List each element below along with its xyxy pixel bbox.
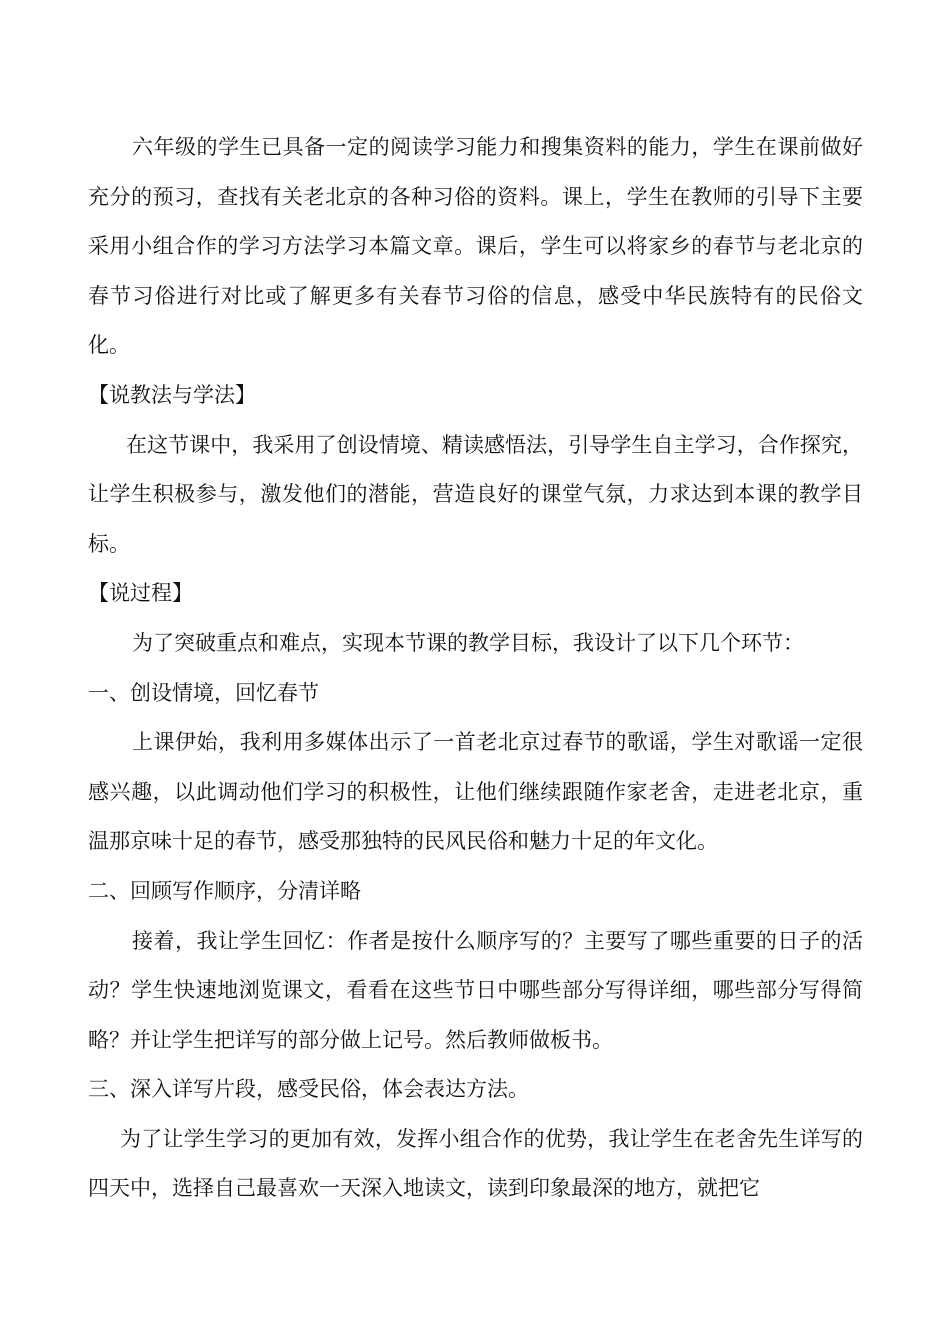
section-1-text: 上课伊始，我利用多媒体出示了一首老北京过春节的歌谣，学生对歌谣一定很感兴趣，以此调动他们学习的积极性，让他们继续跟随作家老舍，走进老北京，重温那京味十足的春节，感受那独特的民风民俗和魅力十足的年文化。 [88, 730, 863, 854]
section-2-text: 接着，我让学生回忆：作者是按什么顺序写的？主要写了哪些重要的日子的活动？学生快速地浏览课文，看看在这些节日中哪些部分写得详细，哪些部分写得简略？并让学生把详写的部分做上记号。然后教师做板书。 [88, 928, 863, 1052]
heading-teaching-methods: 【说教法与学法】 [88, 382, 256, 407]
heading-process: 【说过程】 [88, 581, 193, 606]
paragraph-student-analysis: 六年级的学生已具备一定的阅读学习能力和搜集资料的能力，学生在课前做好充分的预习，查找有关老北京的各种习俗的资料。课上，学生在教师的引导下主要采用小组合作的学习方法学习本篇文章。课后，学生可以将家乡的春节与老北京的春节习俗进行对比或了解更多有关春节习俗的信息，感受中华民族特有的民俗文化。 [88, 135, 863, 358]
section-1-title: 一、创设情境，回忆春节 [88, 680, 319, 705]
section-3-title: 三、深入详写片段，感受民俗，体会表达方法。 [88, 1077, 529, 1102]
paragraph-process-intro: 为了突破重点和难点，实现本节课的教学目标，我设计了以下几个环节： [132, 630, 804, 655]
section-2-title: 二、回顾写作顺序，分清详略 [88, 878, 361, 903]
document-body [88, 123, 863, 1214]
section-3-text: 为了让学生学习的更加有效，发挥小组合作的优势，我让学生在老舍先生详写的四天中，选择自己最喜欢一天深入地读文，读到印象最深的地方，就把它 [88, 1126, 863, 1201]
paragraph-teaching-methods: 在这节课中，我采用了创设情境、精读感悟法，引导学生自主学习，合作探究，让学生积极参与，激发他们的潜能，营造良好的课堂气氛，力求达到本课的教学目标。 [88, 432, 863, 556]
